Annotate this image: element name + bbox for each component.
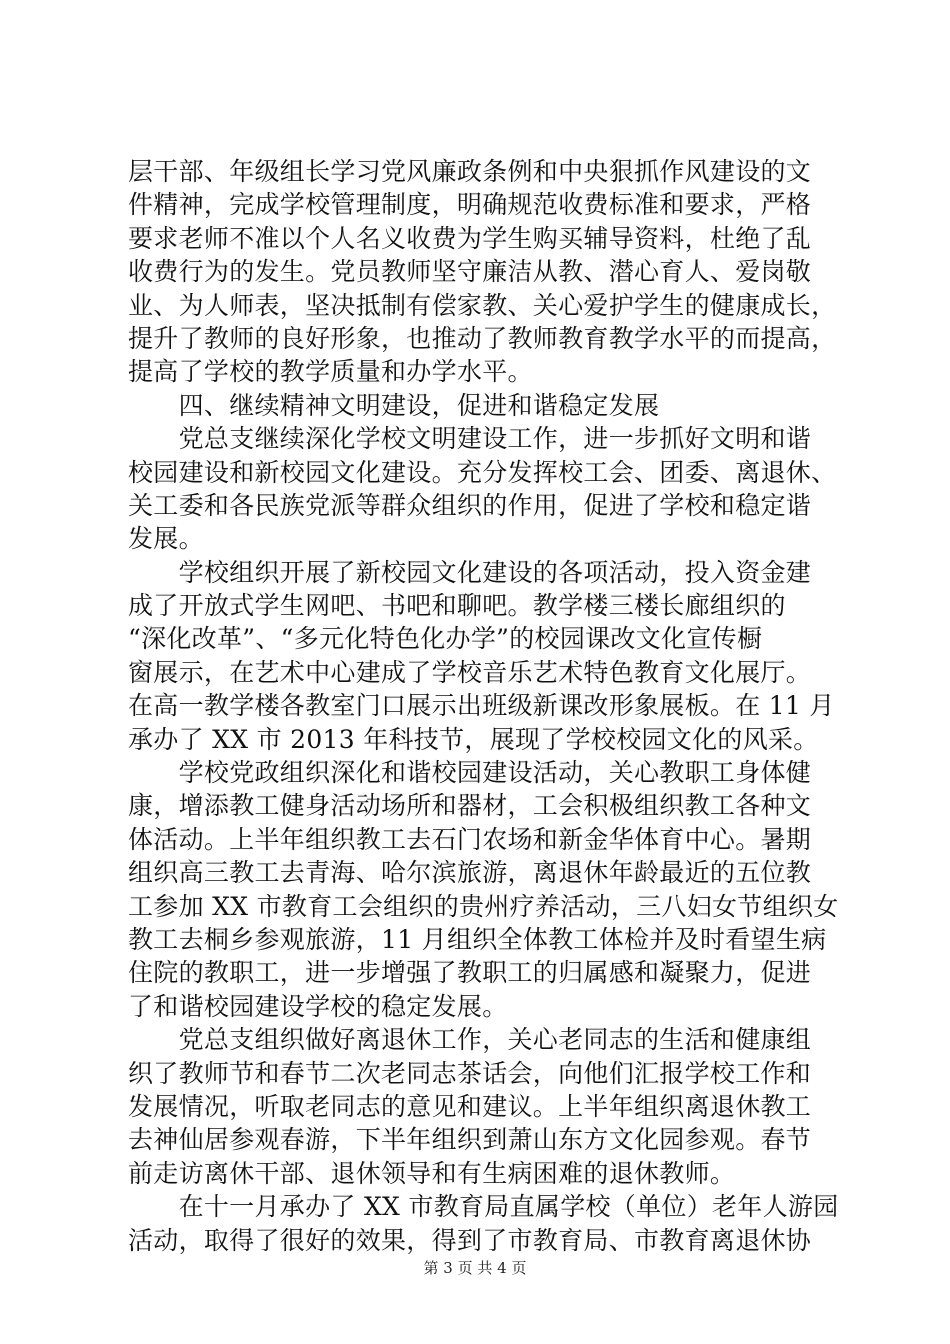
text-line: 件精神，完成学校管理制度，明确规范收费标准和要求，严格 bbox=[128, 190, 812, 220]
text-line: 前走访离休干部、退休领导和有生病困难的退休教师。 bbox=[128, 1158, 736, 1188]
page-number: 第 3 页 共 4 页 bbox=[423, 1259, 527, 1277]
text-line: 党总支继续深化学校文明建设工作，进一步抓好文明和谐 bbox=[128, 424, 812, 454]
text-line: 要求老师不准以个人名义收费为学生购买辅导资料，杜绝了乱 bbox=[128, 223, 812, 253]
text-line: 活动，取得了很好的效果，得到了市教育局、市教育离退休协 bbox=[128, 1225, 812, 1255]
section-heading: 四、继续精神文明建设，促进和谐稳定发展 bbox=[128, 390, 660, 420]
body-text bbox=[128, 155, 839, 1257]
text-line: 织了教师节和春节二次老同志茶话会，向他们汇报学校工作和 bbox=[128, 1058, 812, 1088]
text-line: 组织高三教工去青海、哈尔滨旅游，离退休年龄最近的五位教 bbox=[128, 858, 812, 888]
text-line: 学校党政组织深化和谐校园建设活动，关心教职工身体健 bbox=[128, 758, 812, 788]
text-line: 了和谐校园建设学校的稳定发展。 bbox=[128, 991, 508, 1021]
text-line: 提升了教师的良好形象，也推动了教师教育教学水平的而提高， bbox=[128, 323, 837, 353]
text-line: 教工去桐乡参观旅游，11 月组织全体教工体检并及时看望生病 bbox=[128, 924, 827, 954]
text-line: 提高了学校的教学质量和办学水平。 bbox=[128, 357, 533, 387]
text-line: 窗展示，在艺术中心建成了学校音乐艺术特色教育文化展厅。 bbox=[128, 657, 812, 687]
text-line: 业、为人师表，坚决抵制有偿家教、关心爱护学生的健康成长， bbox=[128, 290, 837, 320]
text-line: 成了开放式学生网吧、书吧和聊吧。教学楼三楼长廊组织的 bbox=[128, 591, 786, 621]
text-line: “深化改革”、“多元化特色化办学”的校园课改文化宣传橱 bbox=[128, 624, 763, 654]
text-line: 党总支组织做好离退休工作，关心老同志的生活和健康组 bbox=[128, 1025, 812, 1055]
text-line: 发展。 bbox=[128, 524, 204, 554]
text-line: 去神仙居参观春游，下半年组织到萧山东方文化园参观。春节 bbox=[128, 1125, 812, 1155]
text-line: 体活动。上半年组织教工去石门农场和新金华体育中心。暑期 bbox=[128, 824, 812, 854]
text-line: 住院的教职工，进一步增强了教职工的归属感和凝聚力，促进 bbox=[128, 958, 812, 988]
text-line: 在高一教学楼各教室门口展示出班级新课改形象展板。在 11 月 bbox=[128, 691, 835, 721]
text-line: 工参加 XX 市教育工会组织的贵州疗养活动，三八妇女节组织女 bbox=[128, 891, 839, 921]
text-line: 承办了 XX 市 2013 年科技节，展现了学校校园文化的风采。 bbox=[128, 724, 819, 754]
text-line: 关工委和各民族党派等群众组织的作用，促进了学校和稳定谐 bbox=[128, 490, 812, 520]
page-footer bbox=[0, 1257, 950, 1278]
text-line: 校园建设和新校园文化建设。充分发挥校工会、团委、离退休、 bbox=[128, 457, 837, 487]
text-line: 收费行为的发生。党员教师坚守廉洁从教、潜心育人、爱岗敬 bbox=[128, 257, 812, 287]
text-line: 发展情况，听取老同志的意见和建议。上半年组织离退休教工 bbox=[128, 1091, 812, 1121]
text-line: 学校组织开展了新校园文化建设的各项活动，投入资金建 bbox=[128, 557, 812, 587]
text-line: 康，增添教工健身活动场所和器材，工会积极组织教工各种文 bbox=[128, 791, 812, 821]
text-line: 层干部、年级组长学习党风廉政条例和中央狠抓作风建设的文 bbox=[128, 157, 812, 186]
text-line: 在十一月承办了 XX 市教育局直属学校（单位）老年人游园 bbox=[128, 1192, 839, 1222]
